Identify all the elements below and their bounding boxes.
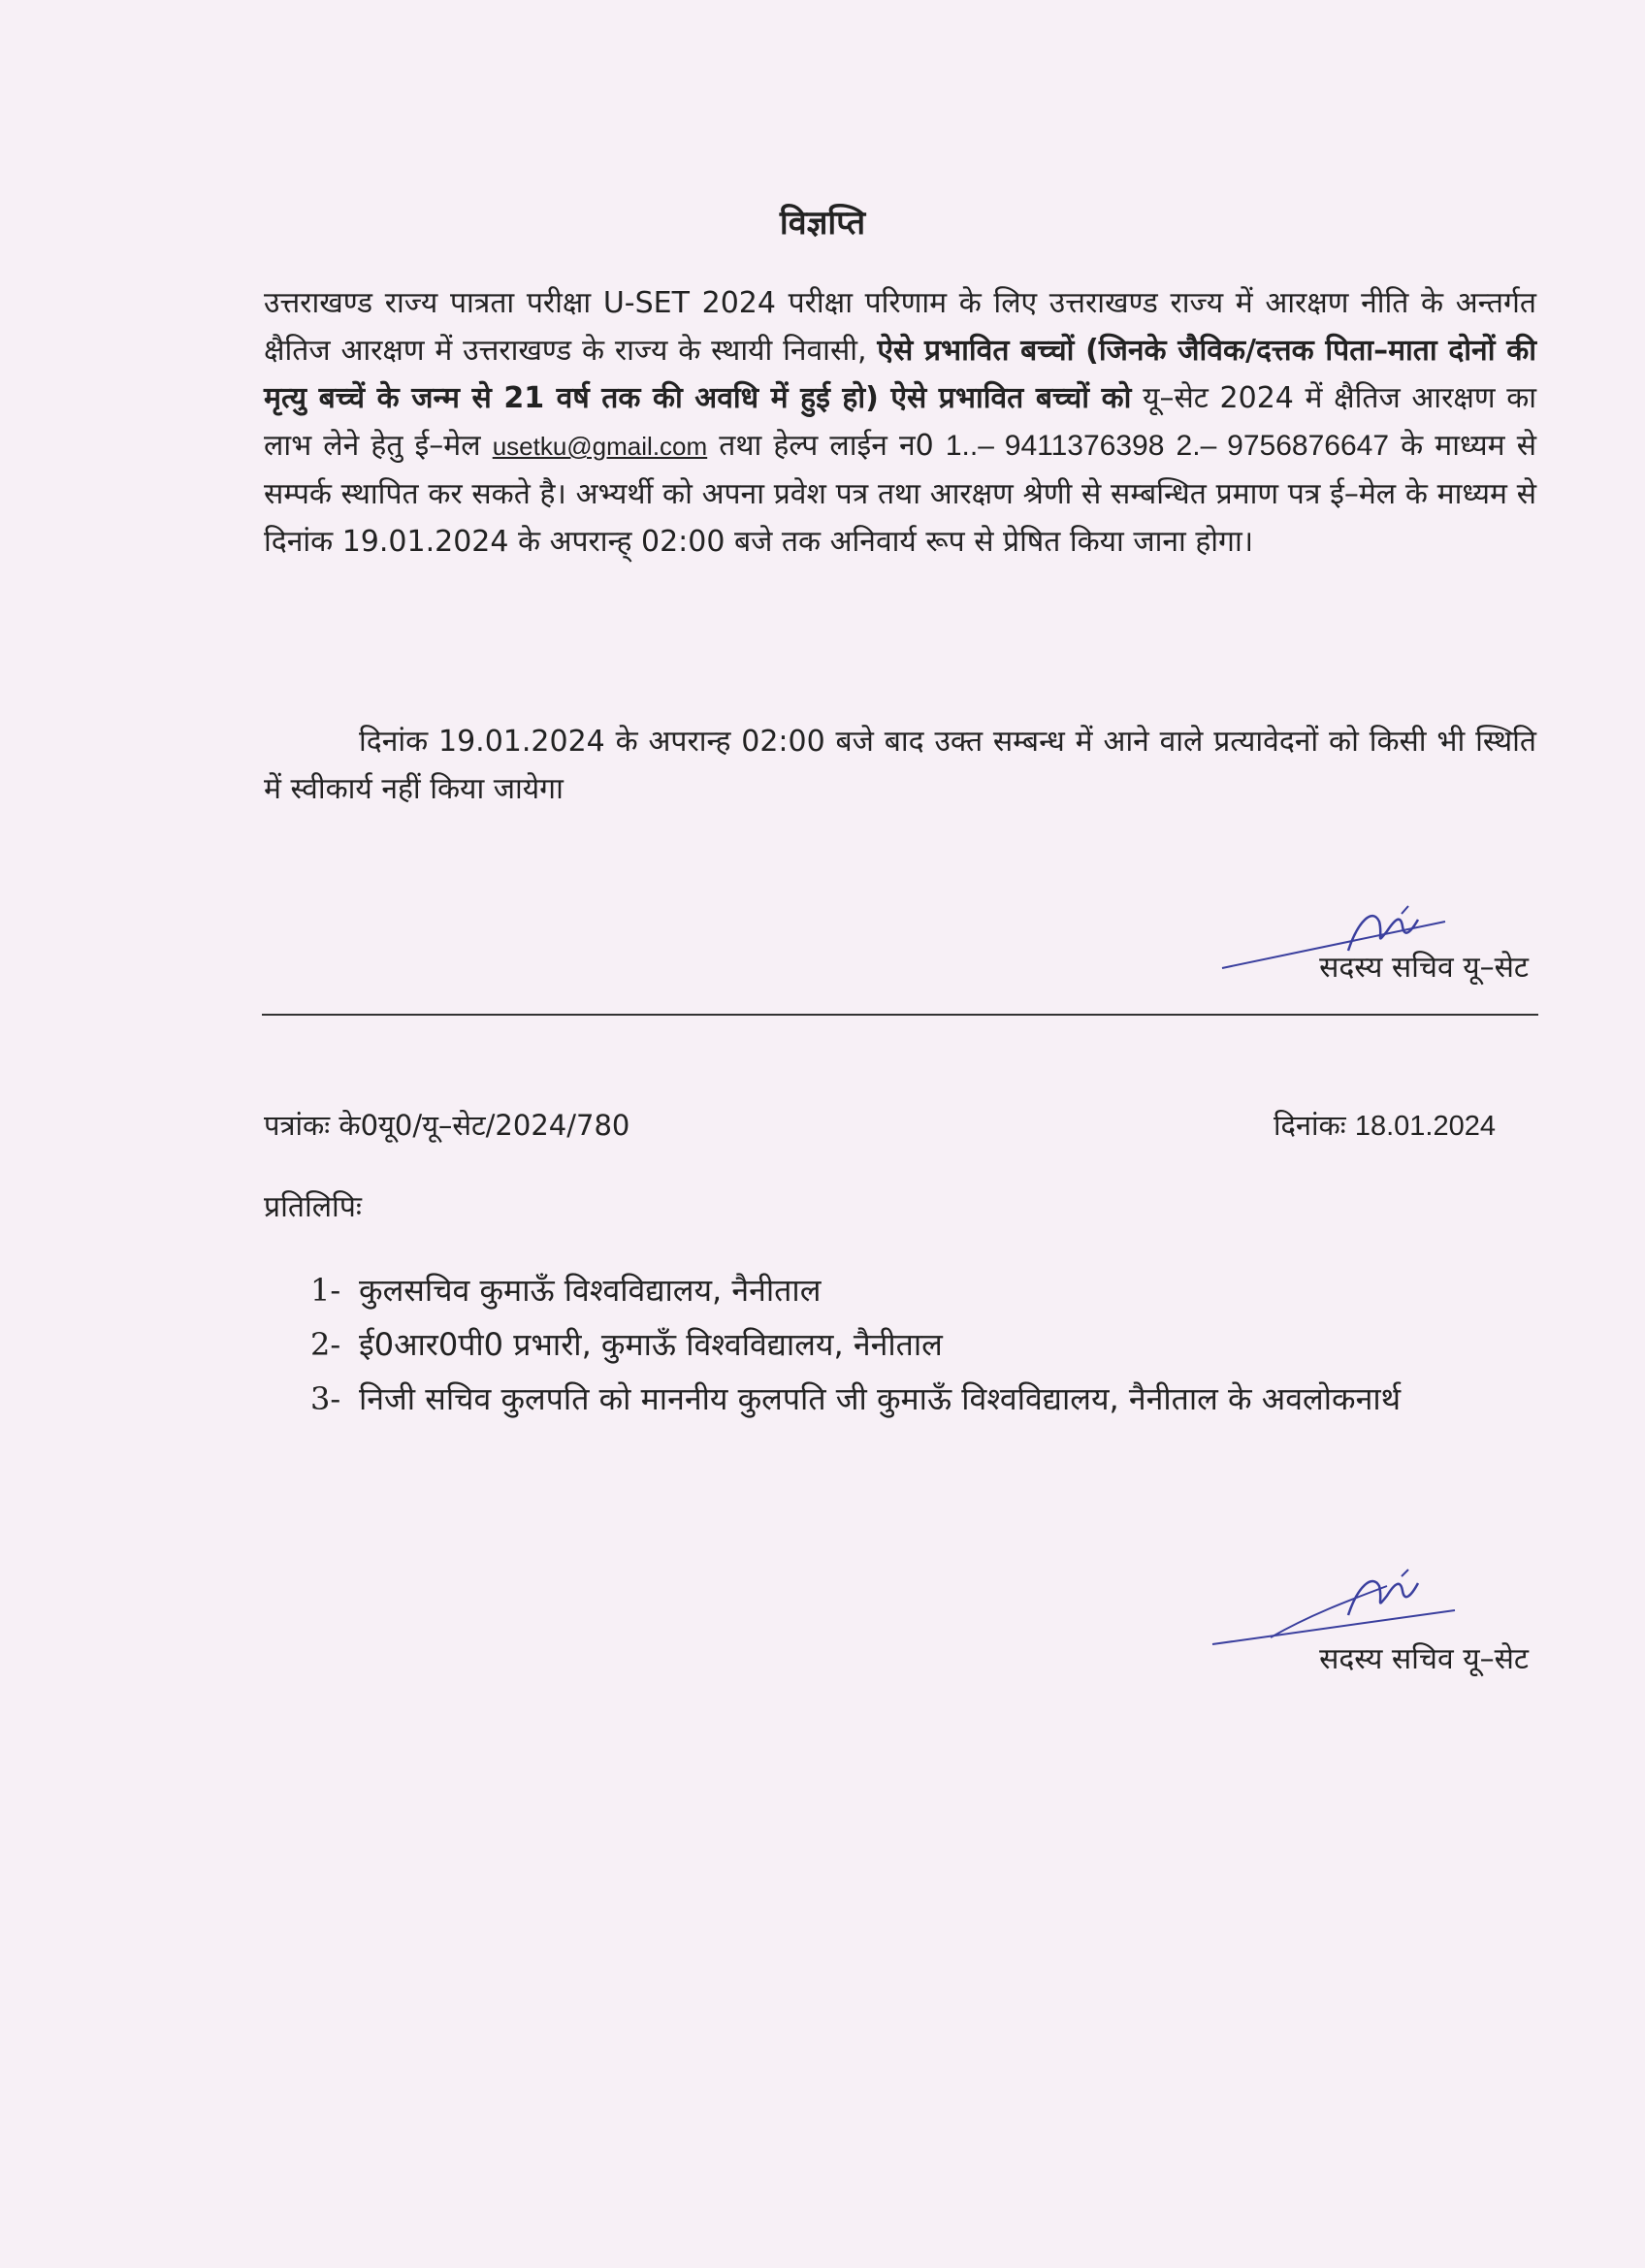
list-item <box>310 1266 1513 1314</box>
reference-number: पत्रांकः के0यू0/यू–सेट/2024/780 <box>264 1109 630 1142</box>
email-link[interactable]: usetku@gmail.com <box>492 432 708 461</box>
notice-paragraph-1 <box>264 279 1536 566</box>
list-item-index: 1- <box>310 1272 341 1309</box>
para1-bold-text: ऐसे प्रभावित बच्चों (जिनके जैविक/दत्तक पिता–माता दोनों की मृत्यु बच्चें के जन्म से 21 वर्ष तक की अवधि में हुई हो) ऐसे प्रभावित बच्चों को <box>264 334 1537 415</box>
list-item-text: निजी सचिव कुलपति को माननीय कुलपति जी कुमाऊँ विश्वविद्यालय, नैनीताल के अवलोकनार्थ <box>359 1380 1402 1417</box>
copy-signatory: सदस्य सचिव यू–सेट <box>1319 1642 1529 1676</box>
para1-text-part1: उत्तराखण्ड राज्य पात्रता परीक्षा U-SET 2024 परीक्षा परिणाम के लिए उत्तराखण्ड राज्य में आरक्षण नीति के अन्तर्गत क्षैतिज आरक्षण में उत्तराखण्ड के राज्य के स्थायी निवासी, <box>264 286 1536 368</box>
date-value: 18.01.2024 <box>1354 1111 1496 1142</box>
date-label: दिनांकः <box>1273 1109 1346 1142</box>
helpline-2: 2.– 9756876647 <box>1176 430 1390 462</box>
list-item-text: कुलसचिव कुमाऊँ विश्वविद्यालय, नैनीताल <box>359 1272 822 1309</box>
list-item <box>310 1320 1513 1369</box>
reference-date <box>1274 1106 1496 1144</box>
notice-title: विज्ञप्ति <box>779 204 866 243</box>
copy-label: प्रतिलिपिः <box>264 1190 362 1224</box>
divider-line <box>262 1014 1538 1016</box>
list-item-index: 2- <box>310 1326 341 1363</box>
helpline-1: 1..– 9411376398 <box>945 430 1165 462</box>
notice-signatory: सदस्य सचिव यू–सेट <box>1319 951 1529 985</box>
list-item-text: ई0आर0पी0 प्रभारी, कुमाऊँ विश्वविद्यालय, नैनीताल <box>359 1326 943 1363</box>
para1-text-part3: तथा हेल्प लाईन न0 <box>707 429 946 463</box>
copy-list <box>310 1266 1513 1429</box>
notice-paragraph-2: दिनांक 19.01.2024 के अपरान्ह 02:00 बजे बाद उक्त सम्बन्ध में आने वाले प्रत्यावेदनों को किसी भी स्थिति में स्वीकार्य नहीं किया जायेगा <box>264 725 1536 806</box>
para1-text-part4: के माध्यम से सम्पर्क स्थापित कर सकते है। अभ्यर्थी को अपना प्रवेश पत्र तथा आरक्षण श्रेणी से सम्बन्धित प्रमाण पत्र ई–मेल के माध्यम से दिनांक 19.01.2024 के अपरान्ह् 02:00 बजे तक अनिवार्य रूप से प्रेषित किया जाना होगा। <box>264 429 1537 559</box>
para1-text-part2: यू–सेट 2024 में क्षैतिज आरक्षण का लाभ लेने हेतु ई–मेल <box>264 381 1537 463</box>
list-item <box>310 1375 1513 1423</box>
list-item-index: 3- <box>310 1380 341 1417</box>
